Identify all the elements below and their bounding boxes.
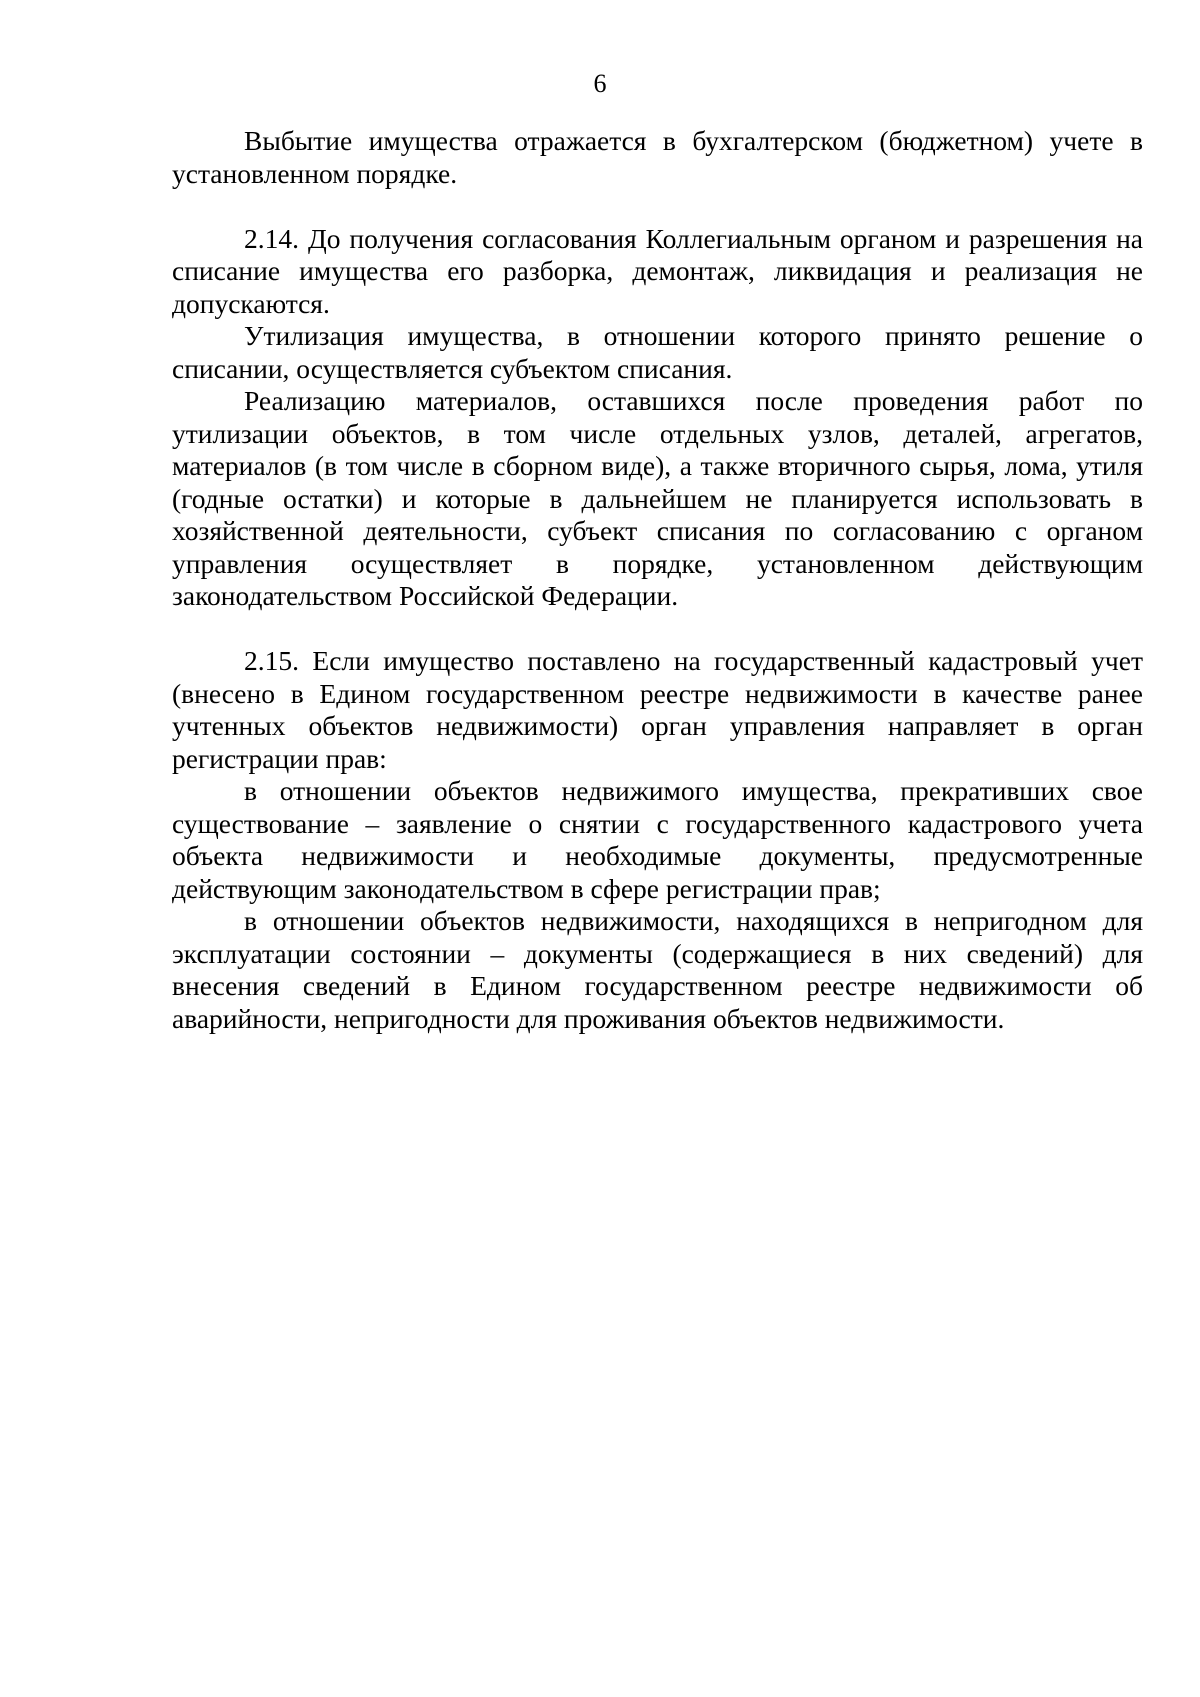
paragraph-material-sale: Реализацию материалов, оставшихся после проведения работ по утилизации объектов, в том числе отдельных узлов, деталей, агрегатов, материалов (в том числе в сборном виде), а также вторичного сырья, лома, утиля (годные остатки) и которые в дальнейшем не планируется использовать в хозяйственной деятельности, субъект списания по согласованию с органом управления осуществляет в порядке, установленном действующим законодательством Российской Федерации. [172, 385, 1143, 611]
paragraph-utilization: Утилизация имущества, в отношении которого принято решение о списании, осуществляется субъектом списания. [172, 320, 1143, 384]
paragraph-gap [172, 190, 1143, 223]
document-body [172, 125, 1143, 1035]
paragraph-gap [172, 613, 1143, 646]
paragraph-unfit-objects: в отношении объектов недвижимости, находящихся в непригодном для эксплуатации состоянии – документы (содержащиеся в них сведений) для внесения сведений в Едином государственном реестре недвижимости об аварийности, непригодности для проживания объектов недвижимости. [172, 905, 1143, 1034]
page-number: 6 [593, 69, 607, 98]
paragraph-disposal-accounting: Выбытие имущества отражается в бухгалтерском (бюджетном) учете в установленном порядке. [172, 125, 1143, 189]
paragraph-2-14: 2.14. До получения согласования Коллегиальным органом и разрешения на списание имущества его разборка, демонтаж, ликвидация и реализация не допускаются. [172, 222, 1143, 319]
paragraph-ceased-objects: в отношении объектов недвижимого имущества, прекративших свое существование – заявление о снятии с государственного кадастрового учета объекта недвижимости и необходимые документы, предусмотренные действующим законодательством в сфере регистрации прав; [172, 775, 1143, 904]
paragraph-2-15: 2.15. Если имущество поставлено на государственный кадастровый учет (внесено в Едином государственном реестре недвижимости в качестве ранее учтенных объектов недвижимости) орган управления направляет в орган регистрации прав: [172, 645, 1143, 774]
